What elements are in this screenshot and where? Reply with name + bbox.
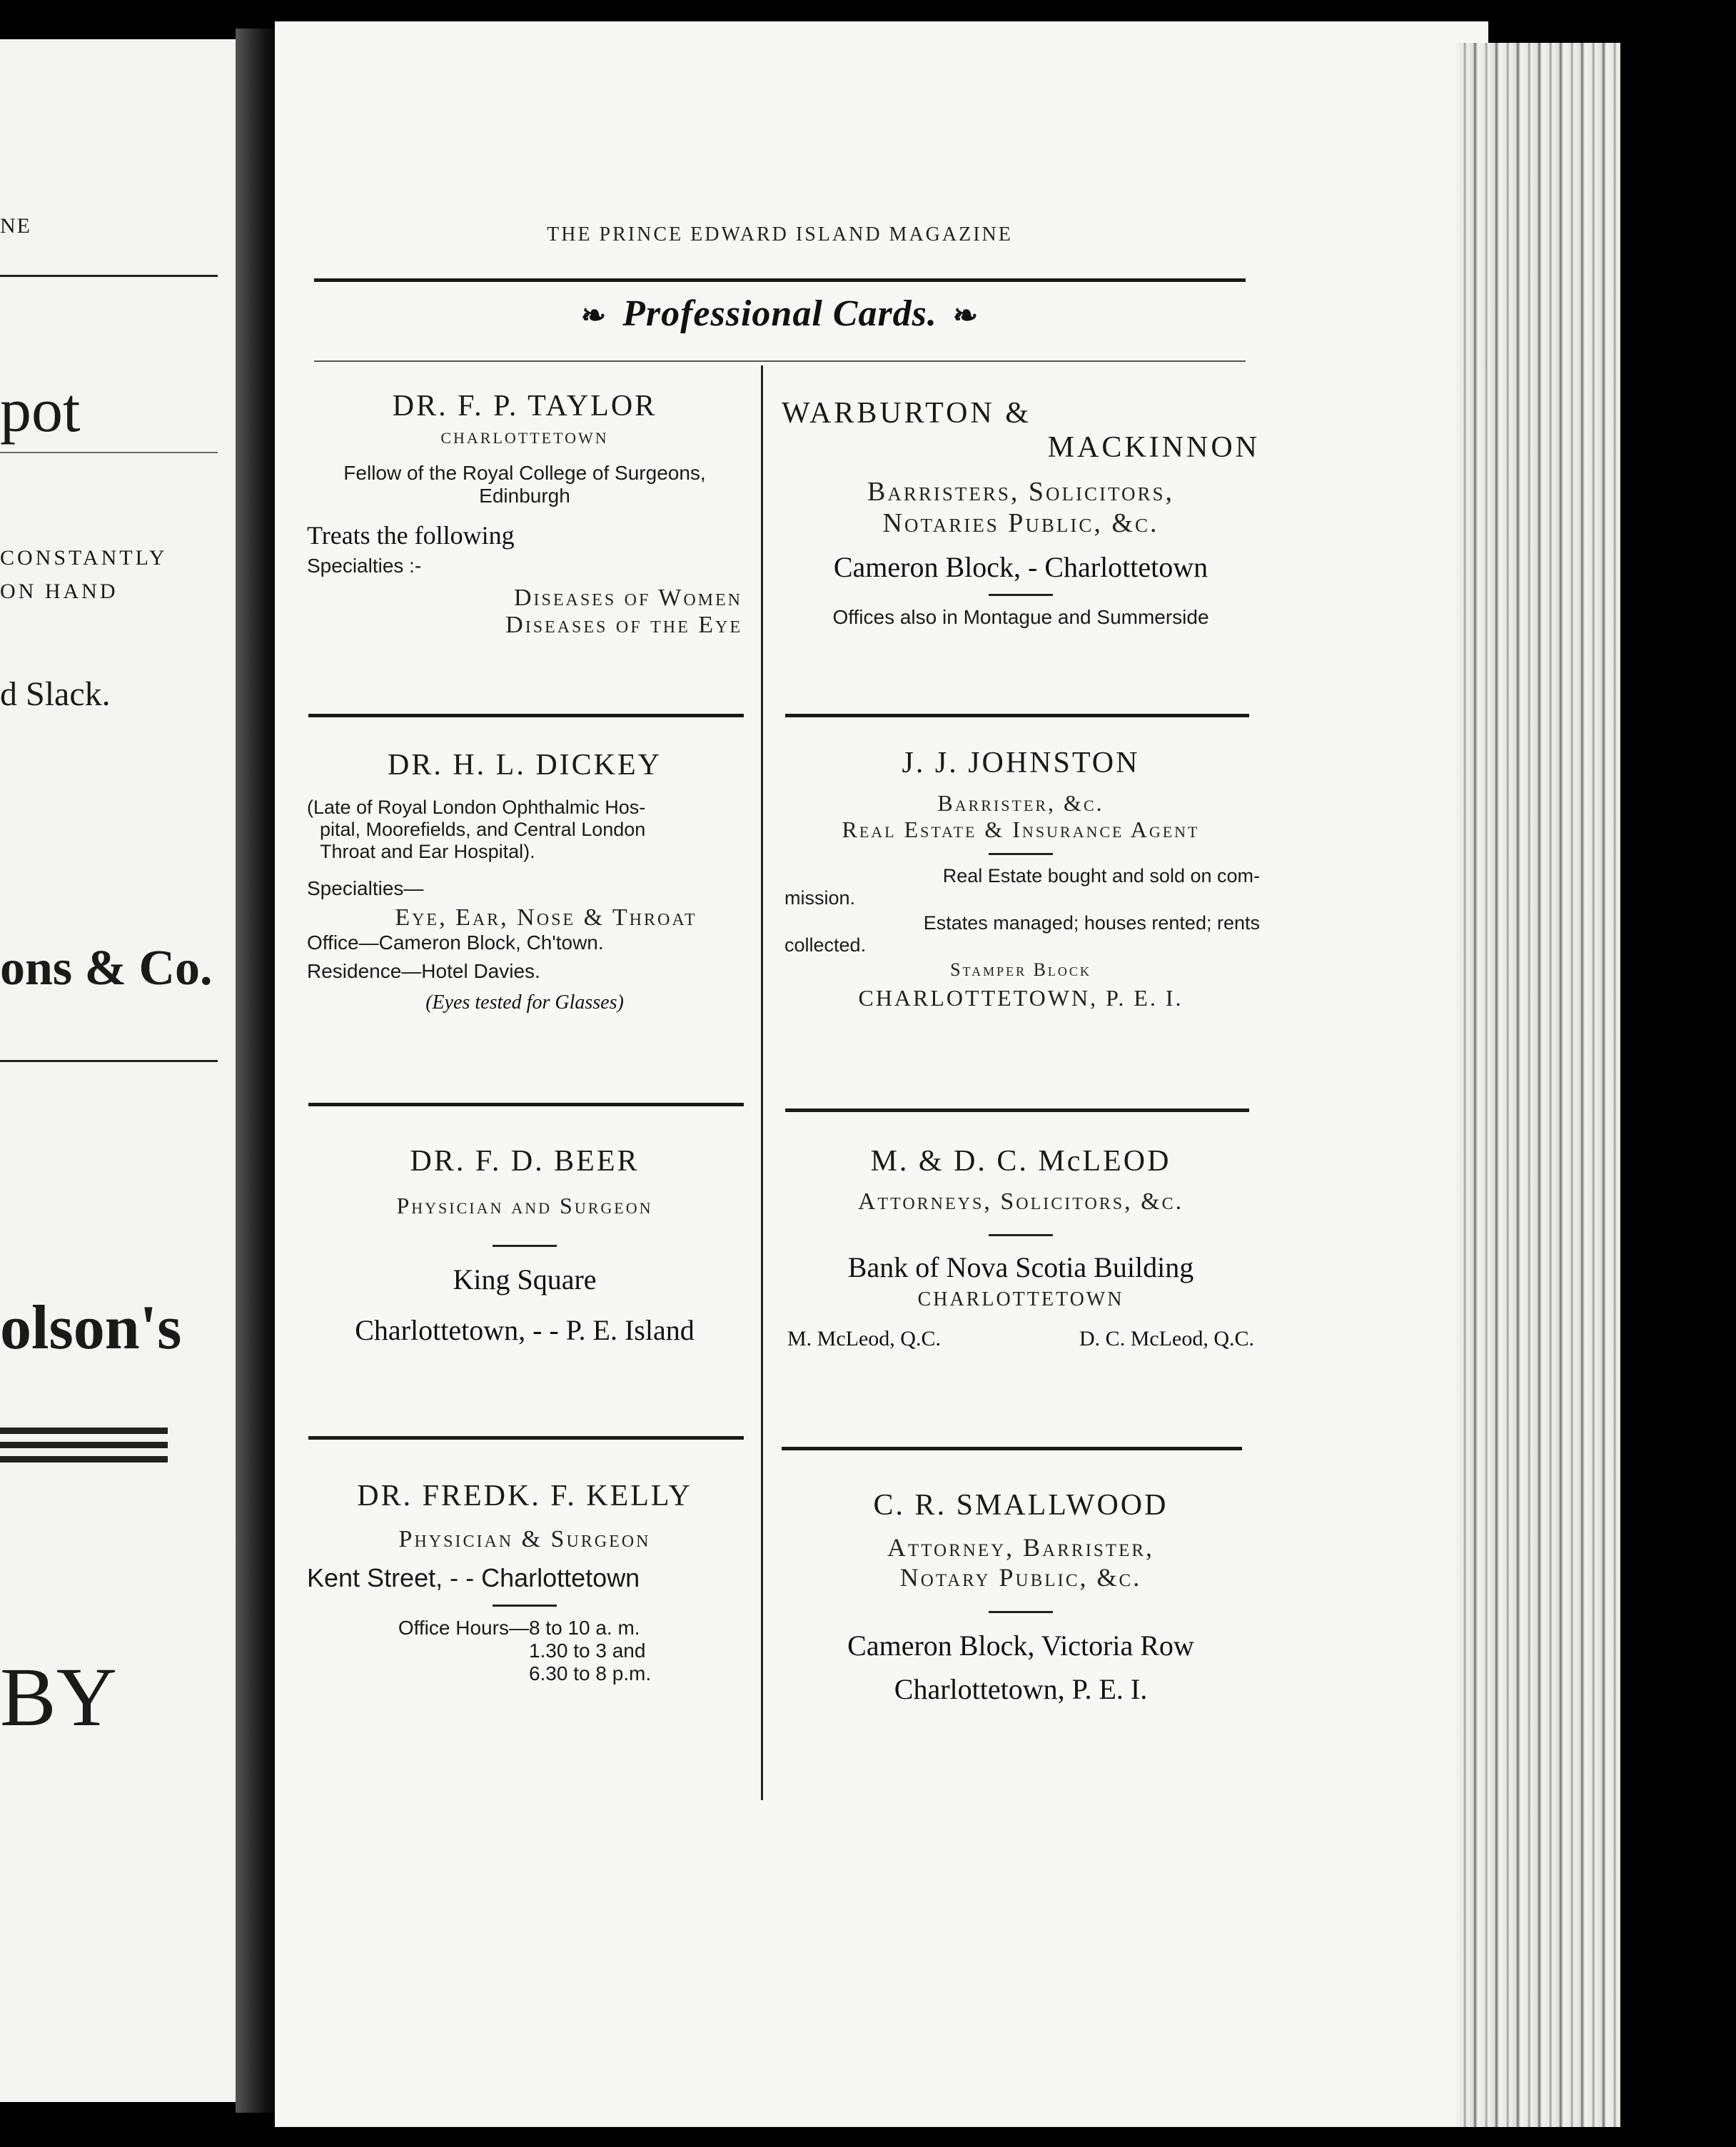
card-short-rule — [989, 1611, 1053, 1613]
card-partner: M. McLeod, Q.C. — [787, 1327, 941, 1350]
left-page-fragment-3: CONSTANTLY — [0, 546, 168, 570]
card-kelly — [307, 1479, 742, 1685]
card-text: Specialties— — [307, 877, 424, 899]
card-text: Residence—Hotel Davies. — [307, 960, 540, 982]
card-role: Real Estate & Insurance Agent — [842, 817, 1200, 842]
card-text: Real Estate bought and sold on com- — [942, 865, 1260, 886]
card-specialty: Diseases of the Eye — [505, 612, 742, 638]
card-city: CHARLOTTETOWN — [440, 429, 609, 447]
card-beer — [307, 1144, 742, 1347]
card-city: CHARLOTTETOWN — [917, 1288, 1124, 1310]
card-name: J. J. JOHNSTON — [902, 747, 1140, 779]
fleuron-icon: ❧ — [580, 300, 607, 333]
card-note: (Eyes tested for Glasses) — [425, 991, 624, 1014]
office-hours-line: 6.30 to 8 p.m. — [528, 1662, 652, 1684]
office-hours-times — [529, 1617, 651, 1685]
card-separator — [785, 1108, 1249, 1112]
section-title — [314, 293, 1246, 335]
left-page-fragment-2: pot — [0, 376, 81, 445]
card-address: Bank of Nova Scotia Building — [847, 1251, 1194, 1283]
card-block: Stamper Block — [950, 959, 1091, 980]
card-partner: D. C. McLeod, Q.C. — [1079, 1327, 1254, 1350]
left-page-rule — [0, 1428, 168, 1434]
left-page-fragment-6: ons & Co. — [0, 941, 213, 996]
card-address: Charlottetown, - - P. E. Island — [355, 1314, 695, 1346]
page-edges — [1456, 43, 1620, 2127]
card-address: King Square — [453, 1263, 597, 1295]
card-address: Kent Street, - - Charlottetown — [307, 1563, 640, 1592]
card-text: Treats the following — [307, 521, 515, 550]
left-facing-page — [0, 39, 246, 2102]
card-text: (Late of Royal London Ophthalmic Hos- — [307, 797, 646, 818]
card-name: WARBURTON & — [782, 397, 1031, 430]
card-role: Physician & Surgeon — [398, 1526, 651, 1552]
card-text: Estates managed; houses rented; rents — [923, 912, 1260, 934]
left-page-fragment-8: BY — [0, 1650, 117, 1744]
card-dickey — [307, 748, 742, 1014]
card-role: Notaries Public, &c. — [882, 508, 1159, 538]
card-credentials: Fellow of the Royal College of Surgeons, — [343, 462, 706, 484]
card-specialty: Eye, Ear, Nose & Throat — [395, 904, 697, 931]
office-hours-line: 1.30 to 3 and — [528, 1640, 646, 1662]
card-text: collected. — [784, 934, 867, 956]
card-address: Cameron Block, - Charlottetown — [833, 551, 1208, 583]
card-text: Specialties :- — [307, 555, 422, 577]
card-role: Physician and Surgeon — [396, 1193, 653, 1218]
office-hours — [307, 1617, 742, 1685]
left-page-rule — [0, 1442, 168, 1448]
card-short-rule — [989, 594, 1053, 596]
left-page-rule — [0, 1456, 168, 1463]
card-separator — [782, 1447, 1242, 1450]
card-text: Office—Cameron Block, Ch'town. — [307, 931, 604, 954]
card-short-rule — [493, 1245, 557, 1247]
card-separator — [308, 714, 744, 717]
left-page-rule — [0, 1060, 218, 1062]
card-name: MACKINNON — [1047, 431, 1260, 464]
card-address: Cameron Block, Victoria Row — [847, 1630, 1194, 1662]
left-page-fragment-1: NE — [0, 214, 31, 238]
card-text: mission. — [784, 887, 856, 909]
card-separator — [308, 1436, 744, 1440]
card-role: Attorney, Barrister, — [887, 1533, 1155, 1562]
card-short-rule — [989, 853, 1053, 855]
card-city: CHARLOTTETOWN, P. E. I. — [858, 985, 1184, 1011]
card-separator — [785, 714, 1249, 717]
card-text: Throat and Ear Hospital). — [320, 841, 535, 862]
card-address: Charlottetown, P. E. I. — [894, 1673, 1148, 1705]
card-taylor — [307, 389, 742, 639]
column-divider — [761, 365, 763, 1800]
magazine-page — [275, 21, 1488, 2127]
title-rule — [314, 360, 1246, 362]
card-role: Notary Public, &c. — [899, 1563, 1142, 1592]
office-hours-label: Office Hours— — [398, 1617, 529, 1639]
card-name: DR. F. D. BEER — [410, 1145, 640, 1178]
card-name: DR. FREDK. F. KELLY — [357, 1480, 692, 1512]
left-page-fragment-5: d Slack. — [0, 675, 111, 713]
card-mcleod — [782, 1144, 1260, 1351]
card-name: DR. H. L. DICKEY — [388, 749, 662, 782]
header-rule — [314, 278, 1246, 282]
card-separator — [308, 1103, 744, 1106]
card-name: C. R. SMALLWOOD — [873, 1489, 1169, 1522]
card-role: Barrister, &c. — [937, 790, 1104, 816]
left-page-fragment-7: olson's — [0, 1293, 182, 1363]
office-hours-line: 8 to 10 a. m. — [528, 1617, 640, 1639]
card-credentials: Edinburgh — [479, 485, 570, 507]
card-short-rule — [493, 1605, 557, 1607]
section-title-text: Professional Cards. — [622, 293, 937, 334]
left-page-fragment-4: ON HAND — [0, 580, 118, 603]
card-role: Barristers, Solicitors, — [867, 477, 1175, 507]
card-name: M. & D. C. McLEOD — [870, 1145, 1171, 1178]
card-smallwood — [782, 1488, 1260, 1706]
card-short-rule — [989, 1234, 1053, 1236]
card-johnston — [782, 746, 1260, 1011]
card-name: DR. F. P. TAYLOR — [392, 390, 657, 423]
card-role: Attorneys, Solicitors, &c. — [857, 1188, 1184, 1215]
fleuron-icon: ❧ — [952, 300, 979, 333]
running-header: THE PRINCE EDWARD ISLAND MAGAZINE — [547, 223, 1013, 246]
card-text: Offices also in Montague and Summerside — [832, 606, 1209, 628]
left-page-rule — [0, 452, 218, 453]
left-page-rule — [0, 275, 218, 277]
card-warburton — [782, 396, 1260, 629]
card-specialty: Diseases of Women — [513, 585, 742, 611]
card-text: pital, Moorefields, and Central London — [320, 819, 646, 840]
card-partners — [782, 1327, 1260, 1351]
